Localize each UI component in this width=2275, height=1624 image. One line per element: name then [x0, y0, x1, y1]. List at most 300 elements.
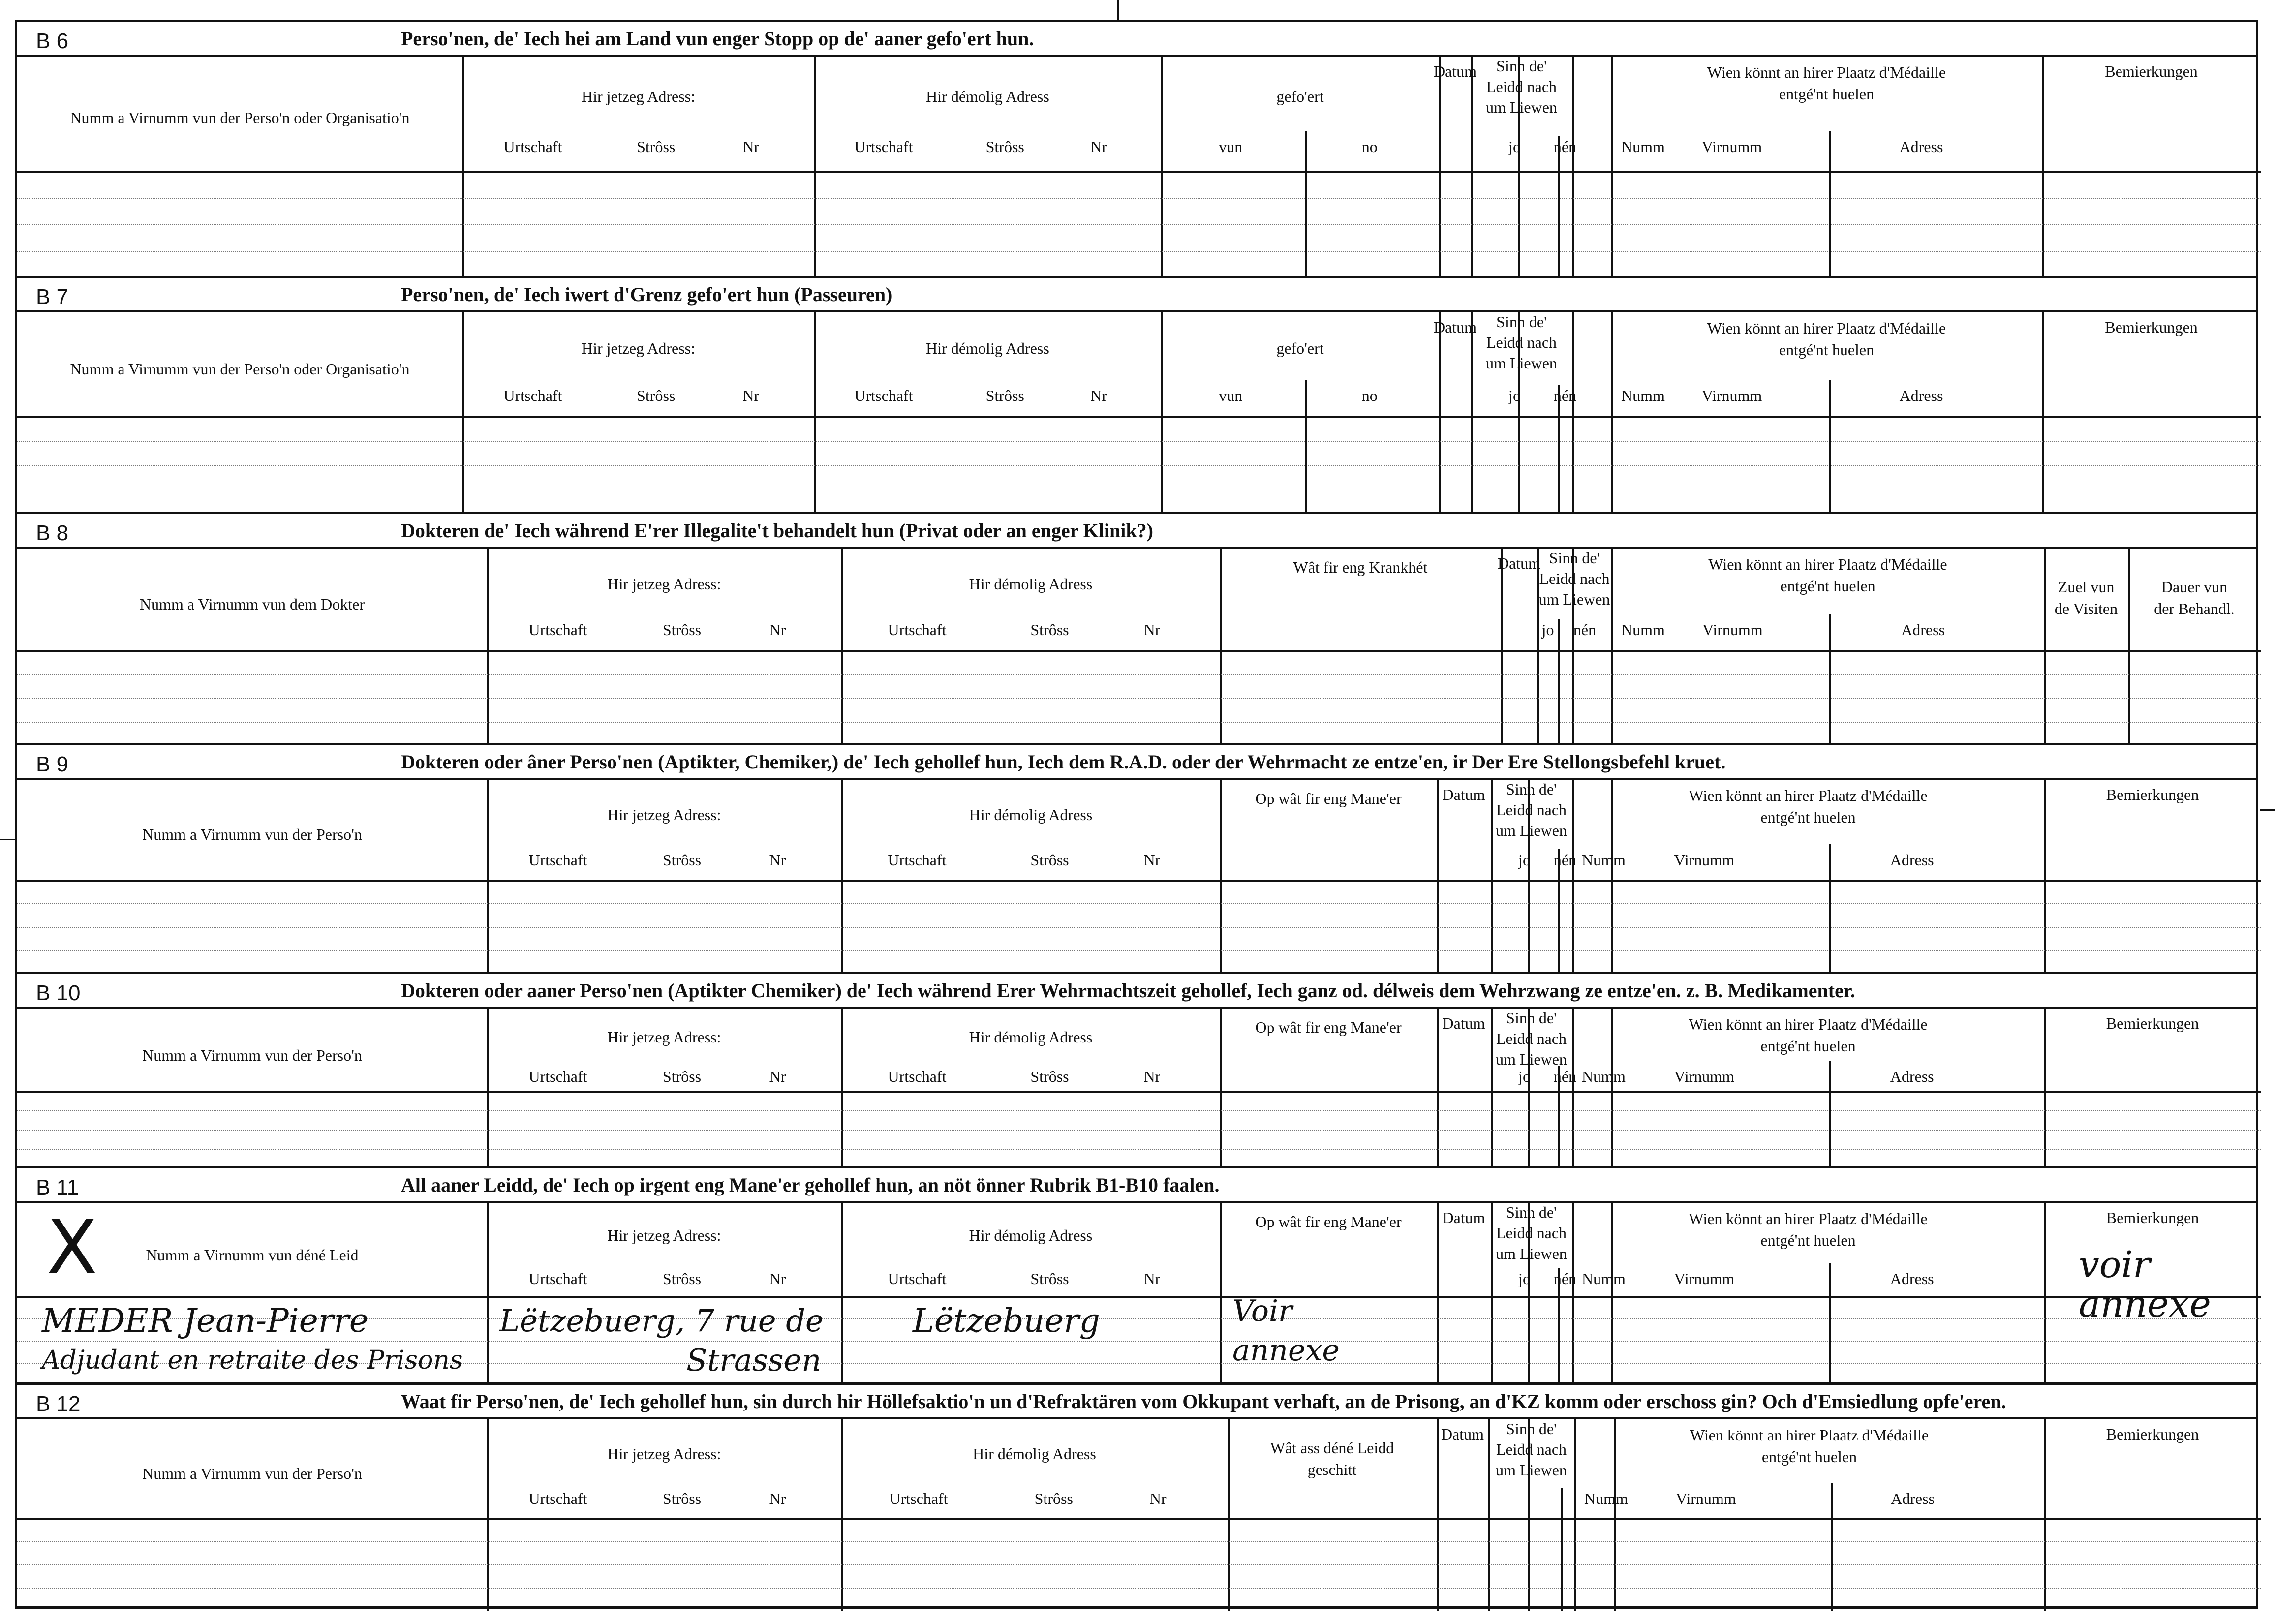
former-place-subheader: Urtschaft	[888, 1067, 947, 1085]
column-rule	[2042, 55, 2044, 278]
column-rule	[1471, 55, 1473, 278]
column-rule	[841, 1007, 843, 1168]
still-alive-header	[1496, 1008, 1567, 1070]
current-street-subheader: Strôss	[637, 386, 676, 404]
medal-sub-rule	[1829, 614, 1831, 745]
current-nr-subheader: Nr	[742, 138, 760, 156]
column-rule	[487, 547, 489, 745]
medal-line-2: entgé'nt huelen	[1760, 808, 1856, 826]
medal-address-subheader: Adress	[1890, 1067, 1934, 1085]
dotted-rule	[17, 674, 2261, 675]
medal-firstname-subheader: Virnumm	[1674, 851, 1735, 869]
column-rule	[1572, 778, 1574, 974]
medal-address-subheader: Adress	[1899, 386, 1943, 404]
margin-tick-left	[0, 839, 15, 840]
remarks-header: Bemierkungen	[2105, 318, 2198, 336]
yes-subheader: jo	[1508, 386, 1521, 404]
handwritten-manner-line-1: Voir	[1232, 1294, 1292, 1329]
section-title: All aaner Leidd, de' Iech op irgent eng Mane'er gehollef hun, an nöt önner Rubrik B1-B10 faalen.	[401, 1174, 1220, 1196]
header-rule	[17, 650, 2261, 652]
section-b11	[17, 1168, 2256, 1385]
date-header: Datum	[1441, 1425, 1484, 1443]
section-code: B 11	[36, 1175, 79, 1199]
date-header: Datum	[1442, 1209, 1485, 1226]
medal-line-2: entgé'nt huelen	[1760, 1037, 1856, 1055]
column-rule	[2044, 1417, 2046, 1611]
column-rule	[1437, 778, 1439, 974]
former-place-subheader: Urtschaft	[888, 851, 947, 869]
still-alive-header	[1539, 548, 1610, 610]
still-alive-line-3: um Liewen	[1496, 1050, 1567, 1068]
yes-subheader: jo	[1508, 138, 1521, 156]
title-rule	[17, 778, 2256, 780]
section-title: Dokteren oder aaner Perso'nen (Aptikter Chemiker) de' Iech während Erer Wehrmachtszeit gehollef, Iech ganz od. délweis dem Wehrzwang ze entze'en. z. B. Medikamenter.	[401, 980, 1855, 1002]
section-title: Dokteren oder âner Perso'nen (Aptikter, Chemiker,) de' Iech gehollef hun, Iech dem R.A.D. oder der Wehrmacht ze entze'en, ir Der Ere Stellongsbefehl kruet.	[401, 751, 1726, 773]
column-rule	[1491, 778, 1493, 974]
yes-no-rule	[1561, 1488, 1563, 1611]
from-subheader: vun	[1219, 138, 1243, 156]
handwritten-former-address: Lëtzebuerg	[913, 1302, 1100, 1340]
to-subheader: no	[1361, 138, 1378, 156]
handwritten-manner-line-2: annexe	[1232, 1333, 1340, 1368]
column-rule	[814, 55, 816, 278]
current-street-subheader: Strôss	[662, 621, 702, 639]
column-rule	[487, 1007, 489, 1168]
medal-address-subheader: Adress	[1899, 138, 1943, 156]
still-alive-line-3: um Liewen	[1538, 590, 1610, 608]
header-rule	[17, 171, 2261, 173]
yes-no-rule	[1558, 619, 1560, 745]
what-happened-header	[1270, 1437, 1394, 1480]
column-rule	[2044, 547, 2046, 745]
header-rule	[17, 416, 2261, 418]
yes-no-rule	[1558, 1268, 1560, 1385]
former-address-header: Hir démolig Adress	[969, 1226, 1093, 1245]
column-rule	[1572, 310, 1574, 514]
column-rule	[462, 310, 464, 514]
handwritten-remarks	[2079, 1245, 2211, 1324]
still-alive-line-1: Sinn de'	[1549, 549, 1600, 567]
medal-recipient-header	[1708, 553, 1947, 597]
column-rule	[841, 1417, 843, 1611]
medal-recipient-header	[1689, 1208, 1927, 1251]
column-rule	[1491, 1007, 1493, 1168]
current-address-header: Hir jetzeg Adress:	[607, 575, 721, 593]
current-street-subheader: Strôss	[662, 1490, 702, 1508]
dotted-rule	[17, 698, 2261, 699]
section-b10	[17, 974, 2256, 1168]
current-nr-subheader: Nr	[769, 1067, 786, 1085]
current-place-subheader: Urtschaft	[528, 1490, 587, 1508]
former-nr-subheader: Nr	[1090, 386, 1107, 404]
medal-recipient-header	[1707, 317, 1946, 361]
handwritten-manner	[1232, 1291, 1340, 1370]
column-rule	[1574, 1417, 1576, 1611]
header-rule	[17, 880, 2261, 882]
medal-line-2: entgé'nt huelen	[1761, 1448, 1857, 1466]
section-b12	[17, 1385, 2256, 1611]
remarks-header: Bemierkungen	[2106, 786, 2199, 803]
former-street-subheader: Strôss	[1034, 1490, 1073, 1508]
dotted-rule	[17, 1564, 2261, 1565]
transported-header: gefo'ert	[1276, 87, 1324, 105]
column-rule	[1611, 778, 1613, 974]
column-rule	[1228, 1417, 1230, 1611]
medal-line-2: entgé'nt huelen	[1779, 341, 1875, 359]
handwritten-current-address-line-1: Lëtzebuerg, 7 rue de	[499, 1303, 824, 1339]
still-alive-header	[1486, 311, 1557, 373]
duration-line-2: der Behandl.	[2154, 600, 2235, 617]
former-address-header: Hir démolig Adress	[973, 1444, 1096, 1463]
still-alive-line-2: Leidd nach	[1496, 1030, 1567, 1047]
former-street-subheader: Strôss	[1030, 1270, 1069, 1288]
former-street-subheader: Strôss	[985, 138, 1024, 156]
medal-line-1: Wien könnt an hirer Plaatz d'Médaille	[1707, 63, 1946, 81]
dotted-rule	[17, 1110, 2261, 1111]
column-rule	[841, 1201, 843, 1385]
still-alive-header	[1486, 56, 1557, 118]
name-column-header: Numm a Virnumm vun der Perso'n	[142, 826, 362, 844]
column-rule	[1437, 1201, 1439, 1385]
column-rule	[1439, 310, 1441, 514]
section-code: B 12	[36, 1392, 81, 1416]
transported-header: gefo'ert	[1276, 339, 1324, 358]
column-rule	[1614, 1417, 1616, 1611]
column-rule	[1161, 310, 1163, 514]
medal-surname-subheader: Numm	[1582, 851, 1626, 869]
to-subheader: no	[1361, 386, 1378, 404]
name-column-header: Numm a Virnumm vun der Perso'n oder Organisatio'n	[70, 360, 410, 378]
dotted-rule	[17, 903, 2261, 904]
manner-header: Op wât fir eng Mane'er	[1255, 1018, 1402, 1036]
no-subheader: nén	[1553, 386, 1577, 404]
title-rule	[17, 55, 2256, 57]
still-alive-header	[1496, 1418, 1567, 1480]
dotted-rule	[17, 224, 2261, 225]
column-rule	[1220, 778, 1222, 974]
former-address-header: Hir démolig Adress	[969, 575, 1093, 593]
handwritten-remarks-line-1: voir	[2079, 1244, 2151, 1286]
yes-no-rule	[1558, 849, 1560, 974]
former-address-header: Hir démolig Adress	[926, 339, 1049, 358]
visits-line-2: de Visiten	[2054, 600, 2118, 617]
medal-sub-rule	[1829, 844, 1831, 974]
handwritten-current-address	[499, 1301, 824, 1380]
current-place-subheader: Urtschaft	[528, 1067, 587, 1085]
section-code: B 8	[36, 521, 69, 545]
former-place-subheader: Urtschaft	[888, 621, 947, 639]
column-rule	[841, 547, 843, 745]
yes-subheader: jo	[1541, 621, 1554, 639]
still-alive-line-1: Sinn de'	[1506, 1009, 1557, 1027]
date-header: Datum	[1442, 1014, 1485, 1032]
medal-line-1: Wien könnt an hirer Plaatz d'Médaille	[1707, 319, 1946, 337]
no-subheader: nén	[1553, 1270, 1577, 1288]
name-column-header: Numm a Virnumm vun déné Leid	[146, 1246, 359, 1264]
date-header: Datum	[1433, 318, 1477, 336]
section-code: B 6	[36, 29, 69, 53]
yes-no-rule	[1558, 1066, 1560, 1168]
title-rule	[17, 1007, 2256, 1009]
current-nr-subheader: Nr	[769, 851, 786, 869]
still-alive-line-2: Leidd nach	[1496, 1224, 1567, 1242]
header-rule	[17, 1296, 2261, 1298]
column-rule	[1220, 547, 1222, 745]
still-alive-line-3: um Liewen	[1496, 822, 1567, 839]
remarks-header: Bemierkungen	[2105, 62, 2198, 80]
still-alive-line-3: um Liewen	[1496, 1461, 1567, 1479]
former-address-header: Hir démolig Adress	[926, 87, 1049, 105]
handwritten-cross-mark: X	[47, 1205, 97, 1290]
medal-sub-rule	[1829, 1061, 1831, 1168]
current-address-header: Hir jetzeg Adress:	[607, 1028, 721, 1046]
medal-firstname-subheader: Virnumm	[1674, 1270, 1735, 1288]
section-code: B 10	[36, 981, 81, 1005]
section-title: Perso'nen, de' Iech iwert d'Grenz gefo'ert hun (Passeuren)	[401, 283, 892, 306]
still-alive-header	[1496, 779, 1567, 841]
yes-subheader: jo	[1518, 1270, 1531, 1288]
medal-recipient-header	[1707, 61, 1946, 105]
section-code: B 9	[36, 752, 69, 776]
medal-surname-subheader: Numm	[1582, 1067, 1626, 1085]
medal-surname-subheader: Numm	[1621, 138, 1665, 156]
dotted-rule	[17, 1588, 2261, 1589]
name-column-header: Numm a Virnumm vun der Perso'n	[142, 1465, 362, 1483]
former-nr-subheader: Nr	[1143, 851, 1161, 869]
medal-surname-subheader: Numm	[1621, 621, 1665, 639]
column-rule	[1611, 547, 1613, 745]
still-alive-header	[1496, 1202, 1567, 1264]
current-place-subheader: Urtschaft	[528, 1270, 587, 1288]
still-alive-line-2: Leidd nach	[1486, 334, 1557, 351]
duration-line-1: Dauer vun	[2161, 578, 2228, 596]
handwritten-name-line-2: Adjudant en retraite des Prisons	[42, 1346, 463, 1376]
medal-surname-subheader: Numm	[1582, 1270, 1626, 1288]
yes-subheader: jo	[1518, 1067, 1531, 1085]
former-place-subheader: Urtschaft	[854, 138, 913, 156]
header-rule	[17, 1518, 2261, 1520]
column-rule	[1572, 55, 1574, 278]
margin-tick-right	[2260, 809, 2275, 811]
remarks-header: Bemierkungen	[2106, 1425, 2199, 1443]
former-nr-subheader: Nr	[1143, 1270, 1161, 1288]
still-alive-line-1: Sinn de'	[1496, 313, 1547, 331]
medal-line-1: Wien könnt an hirer Plaatz d'Médaille	[1690, 1426, 1929, 1444]
medal-surname-subheader: Numm	[1621, 386, 1665, 404]
still-alive-line-2: Leidd nach	[1496, 1440, 1567, 1458]
column-rule	[1437, 1007, 1439, 1168]
column-rule	[1220, 1007, 1222, 1168]
column-rule	[487, 1201, 489, 1385]
medal-line-2: entgé'nt huelen	[1780, 577, 1875, 595]
medal-surname-subheader: Numm	[1584, 1490, 1628, 1508]
current-place-subheader: Urtschaft	[528, 851, 587, 869]
current-place-subheader: Urtschaft	[528, 621, 587, 639]
what-happened-line-2: geschitt	[1307, 1461, 1357, 1478]
column-rule	[487, 778, 489, 974]
column-rule	[1611, 1201, 1613, 1385]
column-rule	[487, 1417, 489, 1611]
column-rule	[1572, 1201, 1574, 1385]
current-address-header: Hir jetzeg Adress:	[607, 1226, 721, 1245]
handwritten-name-line-1: MEDER Jean-Pierre	[42, 1302, 369, 1340]
still-alive-line-3: um Liewen	[1486, 354, 1557, 372]
medal-recipient-header	[1690, 1424, 1929, 1468]
medal-address-subheader: Adress	[1891, 1490, 1935, 1508]
yes-no-rule	[1558, 385, 1560, 514]
illness-header: Wât fir eng Krankhét	[1293, 558, 1428, 576]
medal-firstname-subheader: Virnumm	[1676, 1490, 1736, 1508]
name-column-header: Numm a Virnumm vun der Perso'n oder Organisatio'n	[70, 109, 410, 127]
fold-mark	[1117, 0, 1119, 20]
column-rule	[1471, 310, 1473, 514]
current-place-subheader: Urtschaft	[503, 138, 562, 156]
dotted-rule	[17, 1541, 2261, 1542]
handwritten-name	[42, 1301, 463, 1380]
title-rule	[17, 1417, 2256, 1419]
remarks-header: Bemierkungen	[2106, 1014, 2199, 1032]
column-rule	[2044, 778, 2046, 974]
dotted-rule	[17, 722, 2261, 723]
current-street-subheader: Strôss	[637, 138, 676, 156]
yes-no-rule	[1558, 136, 1560, 278]
column-rule	[1611, 310, 1613, 514]
title-rule	[17, 310, 2256, 312]
current-address-header: Hir jetzeg Adress:	[581, 339, 696, 358]
current-nr-subheader: Nr	[769, 1270, 786, 1288]
column-rule	[841, 778, 843, 974]
questionnaire-sheet	[15, 20, 2258, 1609]
still-alive-line-3: um Liewen	[1486, 98, 1557, 116]
title-rule	[17, 547, 2256, 549]
date-header: Datum	[1442, 786, 1485, 803]
no-subheader: nén	[1553, 138, 1577, 156]
former-street-subheader: Strôss	[1030, 1067, 1069, 1085]
medal-line-2: entgé'nt huelen	[1779, 85, 1875, 103]
dotted-rule	[17, 1149, 2261, 1150]
former-address-header: Hir démolig Adress	[969, 1028, 1093, 1046]
column-rule	[462, 55, 464, 278]
yes-subheader: jo	[1518, 851, 1531, 869]
column-rule	[2044, 1007, 2046, 1168]
current-nr-subheader: Nr	[742, 386, 760, 404]
medal-address-subheader: Adress	[1890, 851, 1934, 869]
column-rule	[1220, 1201, 1222, 1385]
from-to-rule	[1305, 380, 1307, 514]
still-alive-line-1: Sinn de'	[1506, 1420, 1557, 1438]
header-rule	[17, 1091, 2261, 1093]
former-nr-subheader: Nr	[1149, 1490, 1167, 1508]
column-rule	[1501, 547, 1503, 745]
section-b8	[17, 514, 2256, 745]
visits-header	[2055, 576, 2118, 619]
still-alive-line-1: Sinn de'	[1506, 1203, 1557, 1221]
section-b9	[17, 745, 2256, 974]
column-rule	[2044, 1201, 2046, 1385]
column-rule	[1439, 55, 1441, 278]
column-rule	[2042, 310, 2044, 514]
column-rule	[1437, 1417, 1439, 1611]
manner-header: Op wât fir eng Mane'er	[1255, 790, 1402, 807]
dotted-rule	[17, 198, 2261, 199]
medal-firstname-subheader: Virnumm	[1701, 138, 1762, 156]
former-place-subheader: Urtschaft	[889, 1490, 948, 1508]
section-title: Dokteren de' Iech während E'rer Illegalite't behandelt hun (Privat oder an enger Klinik?)	[401, 520, 1153, 542]
medal-line-2: entgé'nt huelen	[1760, 1231, 1856, 1249]
current-address-header: Hir jetzeg Adress:	[607, 805, 721, 824]
no-subheader: nén	[1553, 1067, 1577, 1085]
former-address-header: Hir démolig Adress	[969, 805, 1093, 824]
medal-sub-rule	[1829, 131, 1831, 278]
still-alive-line-2: Leidd nach	[1539, 570, 1610, 587]
section-title: Waat fir Perso'nen, de' Iech gehollef hun, sin durch hir Höllefsaktio'n un d'Refraktären vom Okkupant verhaft, an de Prisong, an d'KZ komm oder erschoss gin? Och d'Emsiedlung opfe'eren.	[401, 1390, 2006, 1412]
handwritten-remarks-line-2: annexe	[2079, 1283, 2211, 1325]
column-rule	[1572, 1007, 1574, 1168]
medal-line-1: Wien könnt an hirer Plaatz d'Médaille	[1689, 1015, 1928, 1033]
former-street-subheader: Strôss	[985, 386, 1024, 404]
duration-header	[2154, 576, 2235, 619]
medal-sub-rule	[1831, 1483, 1833, 1611]
from-to-rule	[1305, 131, 1307, 278]
dotted-rule	[17, 950, 2261, 951]
medal-recipient-header	[1689, 785, 1927, 828]
dotted-rule	[17, 441, 2261, 442]
still-alive-line-2: Leidd nach	[1496, 801, 1567, 819]
section-b7	[17, 278, 2256, 514]
medal-line-1: Wien könnt an hirer Plaatz d'Médaille	[1708, 555, 1947, 573]
dotted-rule	[17, 1130, 2261, 1131]
column-rule	[814, 310, 816, 514]
former-place-subheader: Urtschaft	[854, 386, 913, 404]
dotted-rule	[17, 251, 2261, 252]
medal-line-1: Wien könnt an hirer Plaatz d'Médaille	[1689, 787, 1928, 804]
medal-firstname-subheader: Virnumm	[1674, 1067, 1735, 1085]
remarks-header: Bemierkungen	[2106, 1209, 2199, 1226]
column-rule	[1611, 1007, 1613, 1168]
what-happened-line-1: Wât ass déné Leidd	[1270, 1439, 1394, 1457]
former-street-subheader: Strôss	[1030, 851, 1069, 869]
former-nr-subheader: Nr	[1143, 1067, 1161, 1085]
medal-firstname-subheader: Virnumm	[1702, 621, 1763, 639]
medal-recipient-header	[1689, 1013, 1927, 1057]
still-alive-line-3: um Liewen	[1496, 1245, 1567, 1262]
current-street-subheader: Strôss	[662, 851, 702, 869]
manner-header: Op wât fir eng Mane'er	[1255, 1213, 1402, 1230]
current-street-subheader: Strôss	[662, 1270, 702, 1288]
former-nr-subheader: Nr	[1090, 138, 1107, 156]
current-address-header: Hir jetzeg Adress:	[581, 87, 696, 105]
still-alive-line-2: Leidd nach	[1486, 78, 1557, 95]
name-column-header: Numm a Virnumm vun dem Dokter	[140, 595, 365, 613]
medal-address-subheader: Adress	[1890, 1270, 1934, 1288]
former-street-subheader: Strôss	[1030, 621, 1069, 639]
current-address-header: Hir jetzeg Adress:	[607, 1444, 721, 1463]
medal-firstname-subheader: Virnumm	[1701, 386, 1762, 404]
medal-sub-rule	[1829, 1263, 1831, 1385]
dotted-rule	[17, 927, 2261, 928]
current-nr-subheader: Nr	[769, 1490, 786, 1508]
name-column-header: Numm a Virnumm vun der Perso'n	[142, 1046, 362, 1064]
column-rule	[1611, 55, 1613, 278]
current-place-subheader: Urtschaft	[503, 386, 562, 404]
current-nr-subheader: Nr	[769, 621, 786, 639]
date-header: Datum	[1433, 62, 1477, 80]
section-b6	[17, 22, 2256, 278]
dotted-rule	[17, 465, 2261, 466]
section-title: Perso'nen, de' Iech hei am Land vun enger Stopp op de' aaner gefo'ert hun.	[401, 28, 1034, 50]
handwritten-current-address-line-2: Strassen	[686, 1342, 822, 1379]
title-rule	[17, 1201, 2256, 1203]
